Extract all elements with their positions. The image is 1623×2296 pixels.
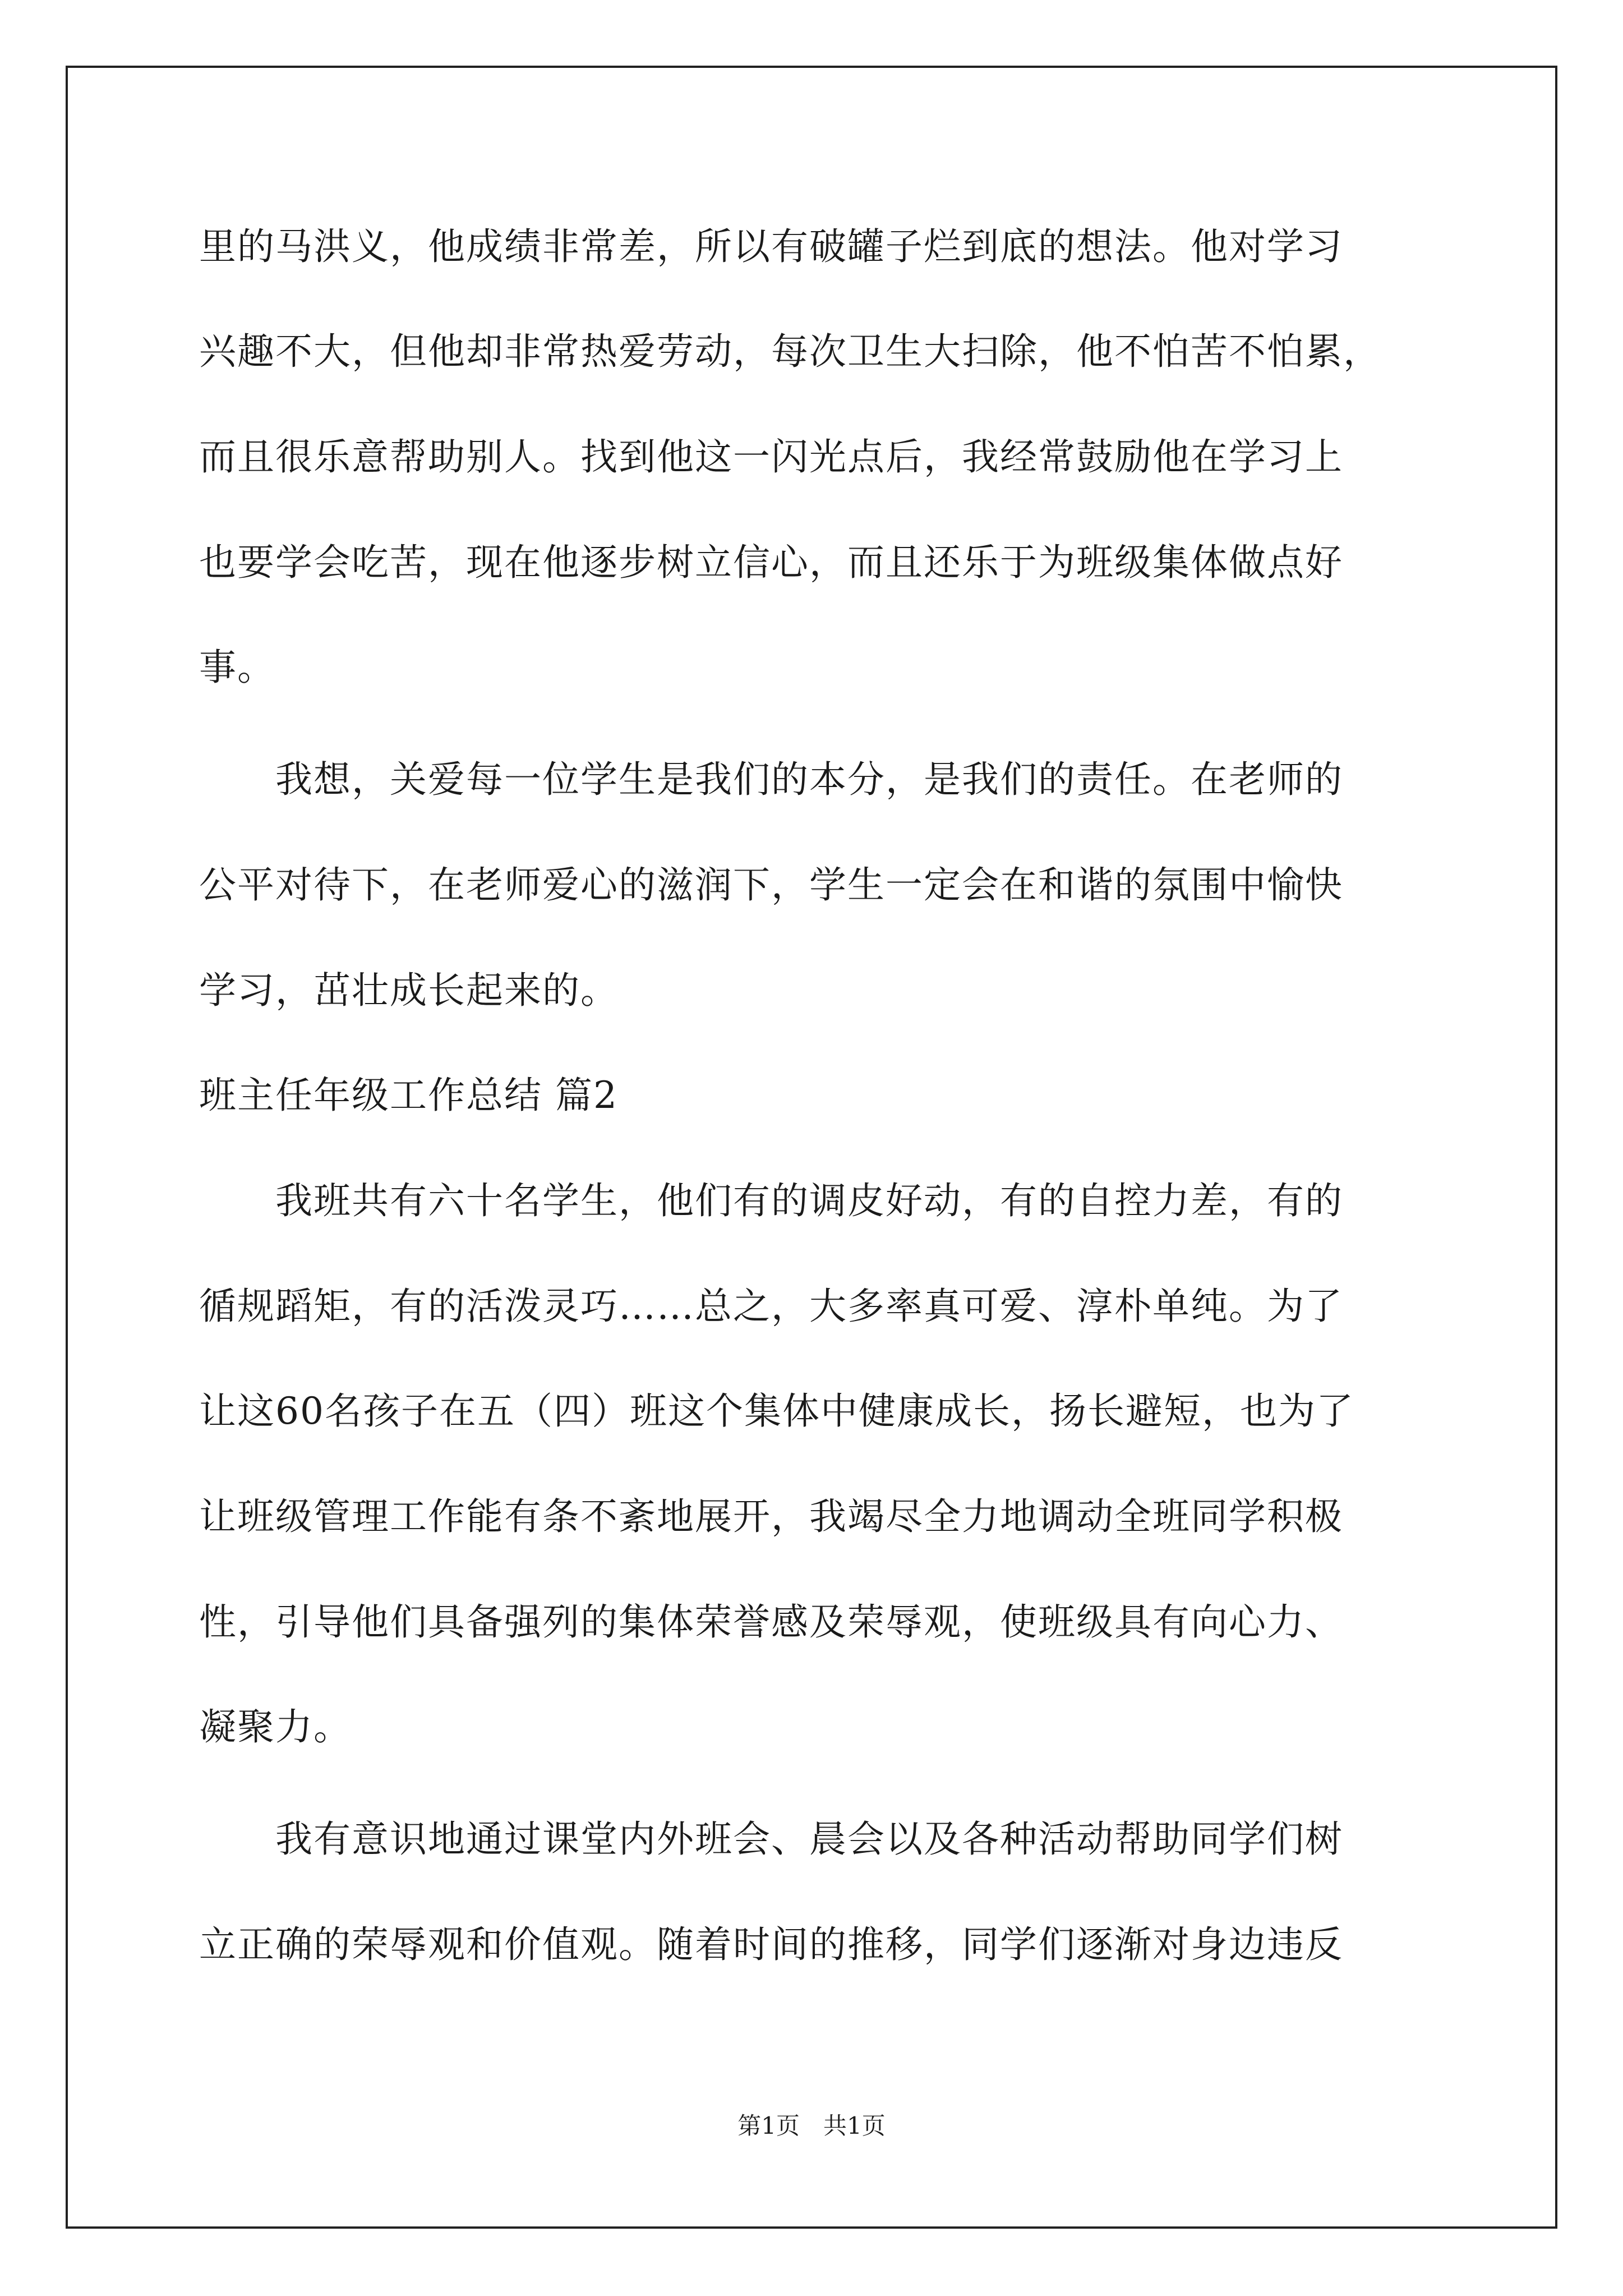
text-line-15: 凝聚力。	[199, 1705, 352, 1749]
text-line-5: 事。	[199, 646, 275, 689]
section-heading: 班主任年级工作总结 篇2	[199, 1074, 618, 1117]
text-line-4: 也要学会吃苦，现在他逐步树立信心，而且还乐于为班级集体做点好	[199, 541, 1343, 584]
text-line-12: 让这60名孩子在五（四）班这个集体中健康成长，扬长避短，也为了	[199, 1389, 1354, 1433]
text-line-17: 立正确的荣辱观和价值观。随着时间的推移，同学们逐渐对身边违反	[199, 1923, 1343, 1966]
text-line-10: 我班共有六十名学生，他们有的调皮好动，有的自控力差，有的	[199, 1179, 1343, 1222]
text-line-16: 我有意识地通过课堂内外班会、晨会以及各种活动帮助同学们树	[199, 1818, 1343, 1861]
text-line-3: 而且很乐意帮助别人。找到他这一闪光点后，我经常鼓励他在学习上	[199, 435, 1343, 478]
text-line-8: 学习，茁壮成长起来的。	[199, 969, 619, 1012]
text-line-1: 里的马洪义，他成绩非常差，所以有破罐子烂到底的想法。他对学习	[199, 225, 1343, 268]
text-line-7: 公平对待下，在老师爱心的滋润下，学生一定会在和谐的氛围中愉快	[199, 863, 1343, 907]
text-line-6: 我想，关爱每一位学生是我们的本分，是我们的责任。在老师的	[199, 758, 1343, 801]
page-border	[66, 66, 1557, 2229]
page-footer: 第1页 共1页	[737, 2112, 886, 2139]
text-line-2: 兴趣不大，但他却非常热爱劳动，每次卫生大扫除，他不怕苦不怕累，	[199, 330, 1381, 373]
text-line-14: 性，引导他们具备强列的集体荣誉感及荣辱观，使班级具有向心力、	[199, 1600, 1343, 1644]
text-line-13: 让班级管理工作能有条不紊地展开，我竭尽全力地调动全班同学积极	[199, 1495, 1343, 1538]
text-line-11: 循规蹈矩，有的活泼灵巧……总之，大多率真可爱、淳朴单纯。为了	[199, 1285, 1343, 1328]
